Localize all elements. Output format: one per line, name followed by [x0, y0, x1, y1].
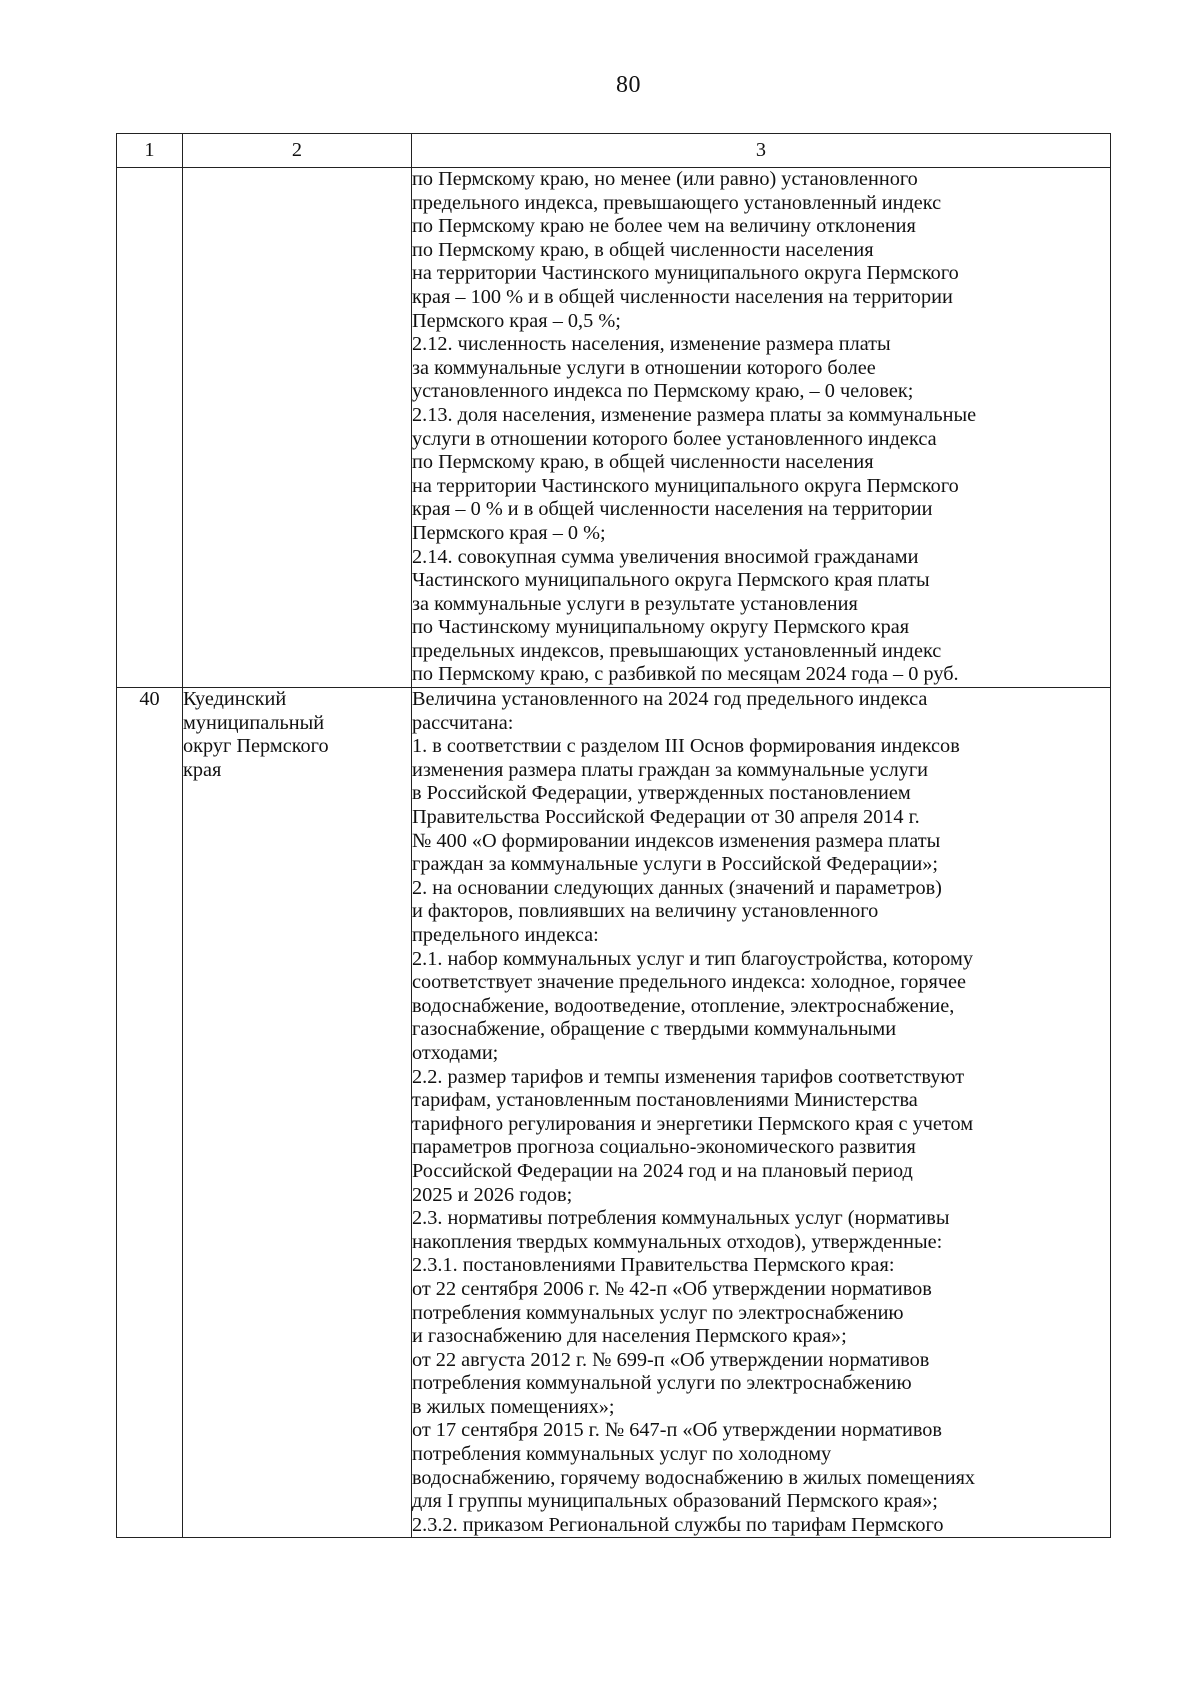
- description-line: предельного индекса, превышающего установленный индекс: [412, 191, 942, 214]
- description-line: предельного индекса:: [412, 924, 599, 946]
- table-row: [117, 168, 1111, 688]
- description-line: 2.12. численность населения, изменение размера платы: [412, 333, 891, 356]
- description-line: параметров прогноза социально-экономического развития: [412, 1136, 916, 1159]
- description-line: Пермского края – 0 %;: [412, 521, 606, 544]
- description-line: изменения размера платы граждан за коммунальные услуги: [412, 758, 929, 781]
- municipality-name-line: края: [183, 758, 222, 781]
- municipality-name-line: муниципальный: [183, 711, 325, 734]
- description-line: за коммунальные услуги в результате установления: [412, 592, 858, 615]
- description-cell: [412, 688, 1111, 1538]
- table-row: [117, 688, 1111, 1538]
- description-line: рассчитана:: [412, 711, 514, 734]
- row-number-cell: [117, 168, 183, 688]
- description-line: от 22 сентября 2006 г. № 42-п «Об утверждении нормативов: [412, 1277, 932, 1300]
- description-line: 2.3.1. постановлениями Правительства Пермского края:: [412, 1254, 895, 1277]
- description-line: 1. в соответствии с разделом III Основ формирования индексов: [412, 735, 960, 758]
- description-line: потребления коммунальных услуг по электроснабжению: [412, 1301, 904, 1324]
- municipality-name-line: Куединский: [183, 688, 287, 711]
- description-line: от 17 сентября 2015 г. № 647-п «Об утверждении нормативов: [412, 1419, 942, 1442]
- description-cell: [412, 168, 1111, 688]
- description-line: Частинского муниципального округа Пермского края платы: [412, 569, 930, 592]
- description-line: 2.3. нормативы потребления коммунальных услуг (нормативы: [412, 1207, 950, 1230]
- description-line: потребления коммунальной услуги по электроснабжению: [412, 1372, 912, 1395]
- description-line: края – 100 % и в общей численности населения на территории: [412, 285, 953, 308]
- description-line: и газоснабжению для населения Пермского края»;: [412, 1325, 847, 1348]
- description-line: газоснабжение, обращение с твердыми коммунальными: [412, 1018, 897, 1041]
- description-line: по Пермскому краю, но менее (или равно) установленного: [412, 168, 918, 190]
- description-line: соответствует значение предельного индекса: холодное, горячее: [412, 971, 967, 994]
- description-line: края – 0 % и в общей численности населения на территории: [412, 498, 933, 521]
- description-line: 2025 и 2026 годов;: [412, 1183, 573, 1206]
- description-line: по Пермскому краю, в общей численности населения: [412, 238, 874, 261]
- table-header: [117, 134, 1111, 168]
- document-table: [116, 133, 1111, 1538]
- description-line: отходами;: [412, 1041, 499, 1064]
- description-line: в жилых помещениях»;: [412, 1395, 615, 1418]
- column-header-2: 2: [183, 134, 412, 168]
- description-line: потребления коммунальных услуг по холодному: [412, 1443, 832, 1466]
- description-line: на территории Частинского муниципального округа Пермского: [412, 474, 959, 497]
- description-line: № 400 «О формировании индексов изменения размера платы: [412, 829, 941, 852]
- description-line: для I группы муниципальных образований Пермского края»;: [412, 1490, 938, 1513]
- description-line: 2.2. размер тарифов и темпы изменения тарифов соответствуют: [412, 1065, 965, 1088]
- description-line: 2.1. набор коммунальных услуг и тип благоустройства, которому: [412, 947, 973, 970]
- description-line: по Пермскому краю, в общей численности населения: [412, 451, 874, 474]
- description-line: накопления твердых коммунальных отходов), утвержденные:: [412, 1230, 943, 1253]
- description-line: установленного индекса по Пермскому краю, – 0 человек;: [412, 380, 914, 403]
- description-line: тарифного регулирования и энергетики Пермского края с учетом: [412, 1112, 974, 1135]
- description-line: предельных индексов, превышающих установленный индекс: [412, 639, 942, 662]
- description-line: Российской Федерации на 2024 год и на плановый период: [412, 1159, 913, 1182]
- description-line: услуги в отношении которого более установленного индекса: [412, 427, 937, 450]
- description-line: на территории Частинского муниципального округа Пермского: [412, 262, 959, 285]
- description-line: 2.3.2. приказом Региональной службы по тарифам Пермского: [412, 1513, 944, 1536]
- row-number-cell: 40: [117, 688, 183, 1538]
- description-line: граждан за коммунальные услуги в Российской Федерации»;: [412, 853, 939, 876]
- description-line: по Пермскому краю, с разбивкой по месяцам 2024 года – 0 руб.: [412, 663, 959, 686]
- description-line: 2.13. доля населения, изменение размера платы за коммунальные: [412, 403, 977, 426]
- description-line: тарифам, установленным постановлениями Министерства: [412, 1089, 918, 1112]
- municipality-name-cell: [183, 688, 412, 1538]
- description-line: за коммунальные услуги в отношении которого более: [412, 356, 876, 379]
- table-body: [117, 168, 1111, 1538]
- description-line: от 22 августа 2012 г. № 699-п «Об утверждении нормативов: [412, 1348, 930, 1371]
- description-line: Величина установленного на 2024 год предельного индекса: [412, 688, 928, 711]
- description-line: водоснабжение, водоотведение, отопление, электроснабжение,: [412, 994, 955, 1017]
- description-line: и факторов, повлиявших на величину установленного: [412, 900, 879, 923]
- column-header-1: 1: [117, 134, 183, 168]
- description-line: 2.14. совокупная сумма увеличения вносимой гражданами: [412, 545, 919, 568]
- description-line: Правительства Российской Федерации от 30 апреля 2014 г.: [412, 806, 920, 829]
- column-header-3: 3: [412, 134, 1111, 168]
- description-line: 2. на основании следующих данных (значений и параметров): [412, 876, 942, 899]
- municipality-name-cell: [183, 168, 412, 688]
- description-line: по Пермскому краю не более чем на величину отклонения: [412, 215, 916, 238]
- header-row: [117, 134, 1111, 168]
- description-line: Пермского края – 0,5 %;: [412, 309, 621, 332]
- description-line: водоснабжению, горячему водоснабжению в жилых помещениях: [412, 1466, 976, 1489]
- description-line: по Частинскому муниципальному округу Пермского края: [412, 616, 910, 639]
- municipality-name-line: округ Пермского: [183, 735, 329, 758]
- description-line: в Российской Федерации, утвержденных постановлением: [412, 782, 911, 805]
- page-number: 80: [616, 72, 641, 98]
